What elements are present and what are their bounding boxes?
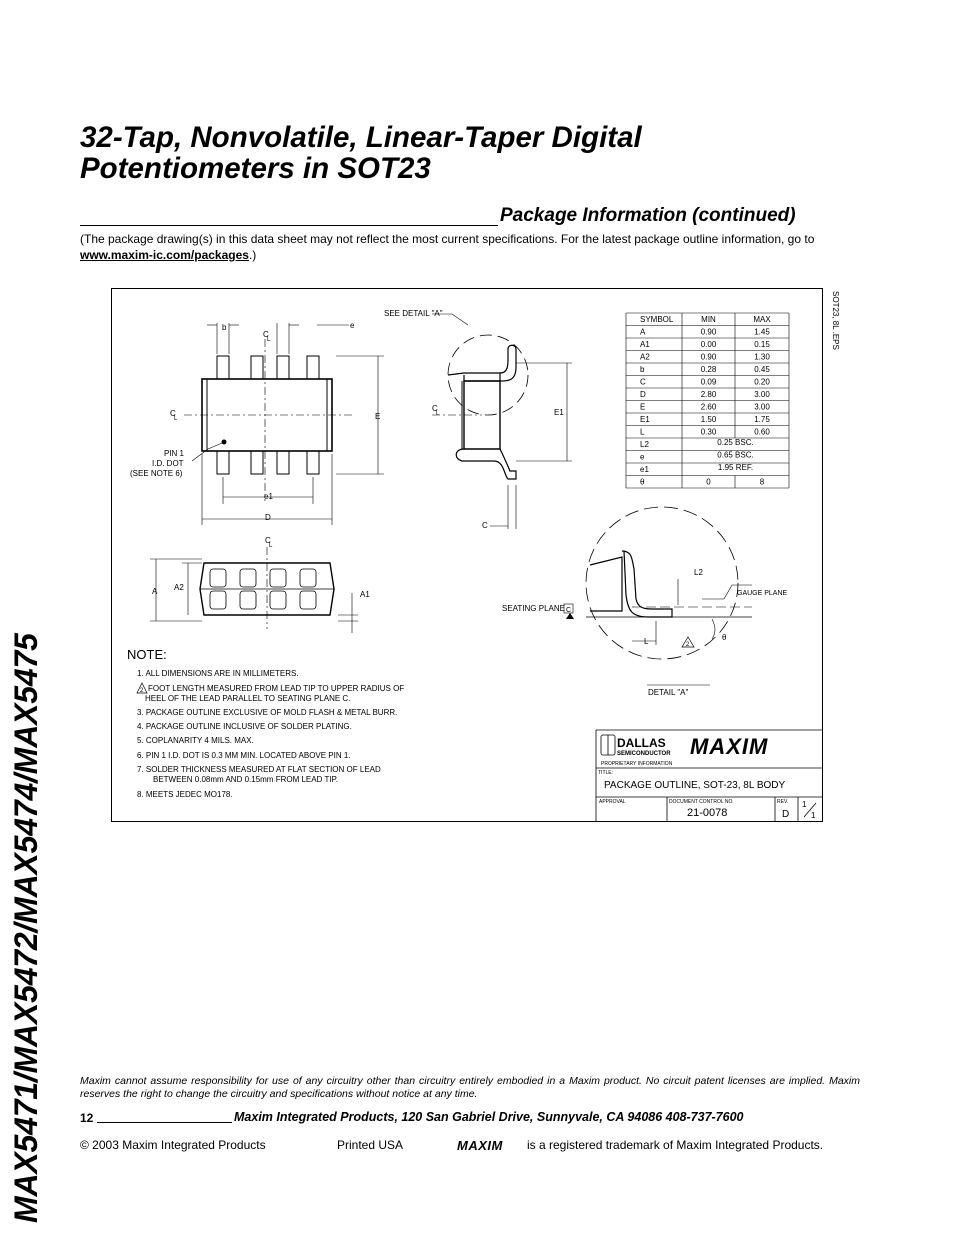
note-8: 8. MEETS JEDEC MO178.	[137, 790, 233, 799]
table-span-cell: 1.95 REF.	[717, 463, 754, 472]
sheet-num: 1	[802, 800, 807, 809]
end-view	[432, 314, 572, 529]
table-min-cell: 2.80	[700, 390, 717, 399]
approval-label: APPROVAL	[599, 799, 626, 805]
dimension-table	[626, 313, 789, 488]
table-symbol-cell: A1	[640, 340, 650, 349]
maxim-logo-footer	[456, 1138, 522, 1152]
semiconductor-text: SEMICONDUCTOR	[617, 751, 671, 757]
label-A1: A1	[360, 590, 370, 599]
table-min-cell: 0	[706, 477, 711, 487]
title-line-1: 32-Tap, Nonvolatile, Linear-Taper Digital	[80, 121, 642, 154]
table-max-cell: 8	[759, 477, 765, 487]
table-min-cell: 2.60	[700, 402, 717, 412]
label-A2: A2	[174, 583, 184, 592]
table-header-cell: MIN	[701, 315, 716, 324]
doc-control-label: DOCUMENT CONTROL NO.	[669, 799, 734, 805]
maxim-logo-block: MAXIM	[690, 734, 769, 759]
table-symbol-cell: A2	[640, 352, 650, 362]
detail-a-label: DETAIL "A"	[648, 688, 689, 697]
table-min-cell: 0.90	[700, 352, 717, 362]
note-3: 3. PACKAGE OUTLINE EXCLUSIVE OF MOLD FLASH & METAL BURR.	[137, 708, 398, 717]
package-outline-svg	[112, 289, 840, 821]
trademark-text: is a registered trademark of Maxim Integrated Products.	[527, 1138, 824, 1152]
rev-label: REV.	[777, 799, 789, 805]
pin1-line-1: PIN 1	[164, 449, 185, 458]
table-max-cell: 0.60	[754, 427, 770, 437]
label-cl-bottom-sub: L	[269, 543, 273, 549]
table-symbol-cell: E	[640, 402, 646, 412]
dallas-logo: DALLAS	[617, 736, 666, 750]
rev-value: D	[782, 809, 790, 820]
table-symbol-cell: D	[640, 390, 646, 399]
table-symbol-cell: A	[640, 327, 646, 337]
title-label: TITLE:	[598, 770, 614, 776]
table-max-cell: 1.30	[754, 352, 770, 362]
label-c-box: C	[566, 607, 572, 614]
intro-text: (The package drawing(s) in this data sheet may not reflect the most current specifications. For the latest package outline information, go to	[80, 232, 815, 246]
label-L2: L2	[694, 568, 703, 577]
note-2-num: 2	[140, 688, 144, 694]
label-cl-top: C	[263, 330, 269, 339]
table-max-cell: 0.15	[754, 340, 770, 349]
printed-usa: Printed USA	[337, 1138, 404, 1152]
footer-rule	[97, 1122, 232, 1123]
note-6: 6. PIN 1 I.D. DOT IS 0.3 MM MIN. LOCATED ABOVE PIN 1.	[137, 751, 351, 760]
table-min-cell: 0.30	[700, 427, 717, 437]
table-min-cell: 0.09	[700, 377, 717, 387]
note-7-line-1: 7. SOLDER THICKNESS MEASURED AT FLAT SECTION OF LEAD	[137, 765, 381, 774]
doc-number: 21-0078	[687, 807, 728, 819]
copyright: © 2003 Maxim Integrated Products	[80, 1138, 266, 1152]
label-cl-top-sub: L	[267, 337, 271, 343]
maxim-logo-footer-text: MAXIM	[457, 1138, 503, 1153]
pin1-line-3: (SEE NOTE 6)	[130, 469, 183, 478]
table-max-cell: 1.45	[754, 327, 770, 337]
label-e: e	[350, 321, 355, 330]
note-2-line-1: FOOT LENGTH MEASURED FROM LEAD TIP TO UPPER RADIUS OF	[148, 684, 405, 693]
label-E1: E1	[554, 408, 564, 417]
page-number: 12	[80, 1111, 94, 1125]
label-cl-side-sub: L	[436, 411, 440, 417]
table-max-cell: 3.00	[754, 402, 770, 412]
proprietary-label: PROPRIETARY INFORMATION	[601, 761, 673, 767]
table-span-cell: 0.25 BSC.	[717, 438, 754, 447]
table-min-cell: 0.90	[700, 327, 717, 337]
label-cl-bottom: C	[265, 536, 271, 545]
label-A: A	[152, 587, 158, 596]
table-symbol-cell: C	[640, 377, 646, 387]
intro-paragraph	[80, 231, 870, 263]
title-line-2: Potentiometers in SOT23	[80, 152, 431, 185]
label-theta-detail: θ	[722, 633, 727, 642]
table-header-cell: MAX	[753, 315, 771, 324]
note-5: 5. COPLANARITY 4 MILS. MAX.	[137, 736, 254, 745]
table-max-cell: 3.00	[754, 390, 770, 399]
label-C: C	[482, 521, 488, 530]
pin1-line-2: I.D. DOT	[152, 459, 184, 468]
table-min-cell: 0.00	[700, 340, 717, 349]
page-title	[80, 122, 860, 184]
sheet-den: 1	[811, 811, 816, 820]
table-symbol-cell: L	[640, 427, 645, 437]
note-heading: NOTE:	[127, 647, 167, 662]
table-max-cell: 1.75	[754, 415, 770, 424]
label-E: E	[375, 412, 381, 421]
seating-plane-label: SEATING PLANE	[502, 604, 565, 613]
detail-a-view	[586, 507, 752, 685]
footer-address: Maxim Integrated Products, 120 San Gabriel Drive, Sunnyvale, CA 94086 408-737-7600	[234, 1110, 744, 1124]
label-D: D	[265, 513, 271, 522]
package-title: PACKAGE OUTLINE, SOT-23, 8L BODY	[604, 780, 786, 791]
note-2-line-2: HEEL OF THE LEAD PARALLEL TO SEATING PLANE C.	[145, 694, 351, 703]
packages-link[interactable]: www.maxim-ic.com/packages	[80, 248, 249, 262]
table-min-cell: 0.28	[700, 365, 717, 374]
label-e1: e1	[264, 492, 273, 501]
note-4: 4. PACKAGE OUTLINE INCLUSIVE OF SOLDER PLATING.	[137, 722, 352, 731]
note-2-num-detail: 2	[686, 642, 690, 648]
label-cl-left-sub: L	[174, 416, 178, 422]
top-view	[184, 323, 384, 525]
side-title-text: MAX5471/MAX5472/MAX5474/MAX5475	[8, 633, 44, 1223]
table-symbol-cell: L2	[640, 440, 649, 449]
table-min-cell: 1.50	[700, 415, 717, 424]
note-1: 1. ALL DIMENSIONS ARE IN MILLIMETERS.	[137, 669, 299, 678]
table-header-cell: SYMBOL	[640, 315, 674, 324]
package-drawing	[111, 288, 840, 822]
table-span-cell: 0.65 BSC.	[717, 450, 754, 460]
section-title: Package Information (continued)	[500, 205, 796, 226]
section-rule	[80, 225, 498, 226]
table-symbol-cell: b	[640, 365, 645, 374]
table-symbol-cell: E1	[640, 415, 650, 424]
label-cl-left: C	[170, 409, 176, 418]
table-symbol-cell: θ	[640, 477, 645, 487]
note-7-line-2: BETWEEN 0.08mm AND 0.15mm FROM LEAD TIP.	[153, 775, 339, 784]
label-cl-side: C	[432, 404, 438, 413]
disclaimer: Maxim cannot assume responsibility for use of any circuitry other than circuitry entirely embodied in a Maxim product. No circuit patent licenses are implied. Maxim reserves the right to change the circuitry and specifications without notice at any time.	[80, 1075, 860, 1100]
gauge-plane-label: GAUGE PLANE	[737, 590, 788, 597]
file-label: SOT23, 8L .EPS	[831, 291, 840, 350]
label-b: b	[222, 323, 227, 332]
see-detail-label: SEE DETAIL "A"	[384, 309, 443, 318]
intro-end: .)	[248, 248, 257, 262]
label-L: L	[644, 637, 649, 646]
table-symbol-cell: e1	[640, 465, 649, 474]
table-max-cell: 0.20	[754, 377, 770, 387]
table-symbol-cell: e	[640, 452, 645, 462]
table-max-cell: 0.45	[754, 365, 770, 374]
